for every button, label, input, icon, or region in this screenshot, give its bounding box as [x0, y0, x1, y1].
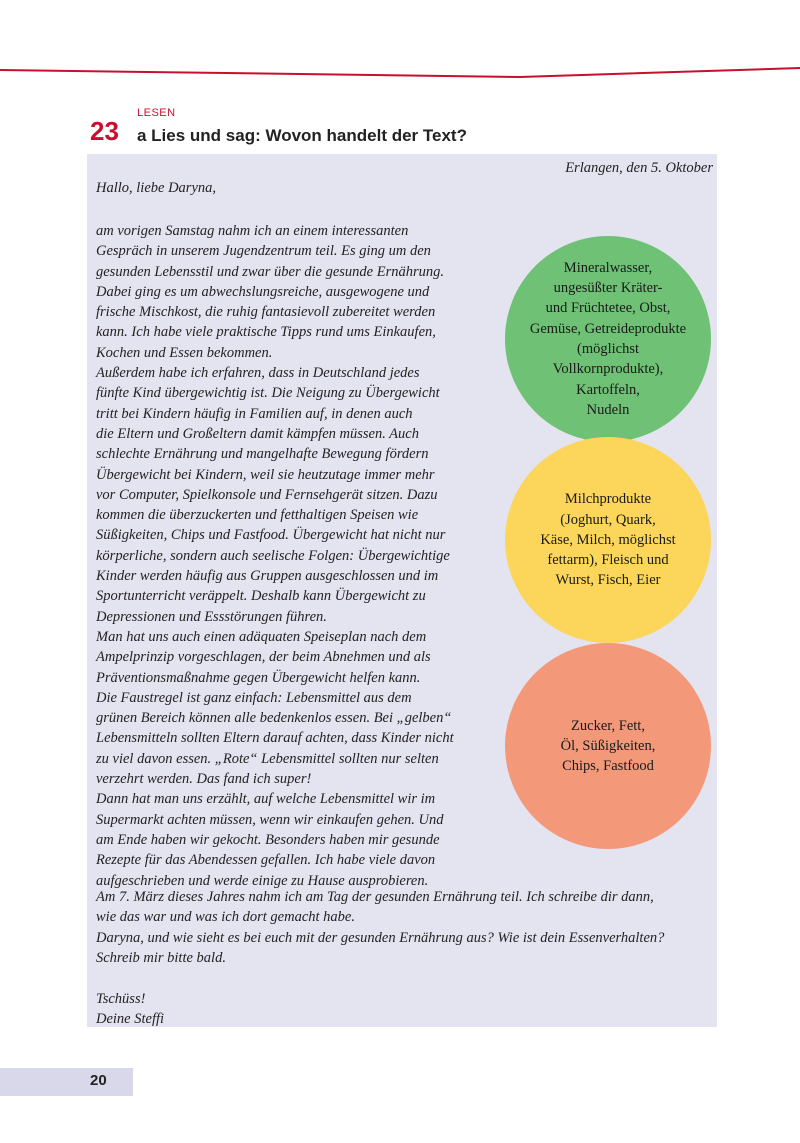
header-rule	[0, 66, 800, 80]
task-number: 23	[90, 116, 119, 146]
text-line: Depressionen und Essstörungen führen.	[96, 608, 327, 625]
text-line: Man hat uns auch einen adäquaten Speiseplan nach dem	[96, 628, 427, 645]
text-line: Dabei ging es um abwechslungsreiche, ausgewogene und	[96, 283, 430, 300]
text-line: kommen die überzuckerten und fetthaltigen Speisen wie	[96, 507, 419, 524]
circle-line: Zucker, Fett,	[571, 717, 645, 734]
circle-line: Kartoffeln,	[576, 381, 640, 398]
circle-line: Nudeln	[586, 401, 630, 418]
page-number: 20	[90, 1072, 107, 1089]
letter-greeting: Hallo, liebe Daryna,	[96, 180, 217, 196]
text-line: Ampelprinzip vorgeschlagen, der beim Abnehmen und als	[96, 649, 431, 666]
text-line: Lebensmitteln sollten Eltern darauf achten, dass Kinder nicht	[96, 730, 454, 747]
text-line: kann. Ich habe viele praktische Tipps rund ums Einkaufen,	[96, 324, 436, 341]
text-line: am vorigen Samstag nahm ich an einem interessanten	[96, 223, 409, 239]
circle-line: (Joghurt, Quark,	[560, 511, 656, 528]
text-line: verzehrt werden. Das fand ich super!	[96, 771, 312, 788]
text-line: körperliche, sondern auch seelische Folgen: Übergewichtige	[96, 547, 450, 564]
task-title: a Lies und sag: Wovon handelt der Text?	[137, 126, 467, 145]
text-line: grünen Bereich können alle bedenkenlos essen. Bei „gelben“	[96, 710, 452, 727]
text-line: Schreib mir bitte bald.	[96, 949, 226, 966]
text-line: am Ende haben wir gekocht. Besonders haben mir gesunde	[96, 831, 440, 848]
text-line: wie das war und was ich dort gemacht habe.	[96, 909, 355, 926]
circle-line: Öl, Süßigkeiten,	[560, 737, 656, 754]
text-line: Übergewicht bei Kindern, weil sie heutzutage immer mehr	[96, 466, 435, 483]
circle-line: und Früchtetee, Obst,	[545, 300, 671, 317]
circle-line: (möglichst	[576, 341, 640, 357]
circle-line: Vollkornprodukte),	[552, 361, 664, 378]
circle-line: ungesüßter Kräter-	[553, 280, 663, 297]
green-food-circle	[505, 236, 711, 442]
circle-line: fettarm), Fleisch und	[547, 552, 669, 569]
yellow-food-circle	[505, 437, 711, 643]
text-line: zu viel davon essen. „Rote“ Lebensmittel sollten nur selten	[96, 750, 439, 767]
text-line: Außerdem habe ich erfahren, dass in Deutschland jedes	[96, 365, 420, 382]
text-line: die Eltern und Großeltern damit kämpfen müssen. Auch	[96, 425, 419, 442]
text-line: aufgeschrieben und werde einige zu Hause ausprobieren.	[96, 872, 429, 889]
circle-line: Mineralwasser,	[563, 259, 653, 276]
text-line: Die Faustregel ist ganz einfach: Lebensmittel aus dem	[96, 689, 412, 706]
text-line: Am 7. März dieses Jahres nahm ich am Tag der gesunden Ernährung teil. Ich schreibe dir dann,	[96, 889, 654, 905]
circle-line: Gemüse, Getreideprodukte	[529, 320, 687, 337]
text-line: gesunden Lebensstil und zwar über die gesunde Ernährung.	[96, 263, 444, 280]
closing-line: Tschüss!	[96, 991, 146, 1007]
text-line: Gespräch in unserem Jugendzentrum teil. Es ging um den	[96, 243, 431, 260]
letter-body-continued	[96, 887, 711, 968]
letter-closing	[96, 989, 164, 1030]
text-line: Daryna, und wie sieht es bei euch mit der gesunden Ernährung aus? Wie ist dein Essenverhalten?	[96, 929, 665, 946]
text-line: Kochen und Essen bekommen.	[96, 344, 273, 361]
signature: Deine Steffi	[96, 1011, 165, 1028]
page-number-tab	[0, 1068, 133, 1096]
text-line: Supermarkt achten müssen, wenn wir einkaufen gehen. Und	[96, 811, 444, 828]
text-line: schlechte Ernährung und mangelhafte Bewegung fördern	[96, 446, 429, 463]
text-line: Sportunterricht veräppelt. Deshalb kann Übergewicht zu	[96, 588, 426, 605]
text-line: Präventionsmaßnahme gegen Übergewicht helfen kann.	[96, 669, 421, 686]
text-line: tritt bei Kindern häufig in Familien auf, in denen auch	[96, 405, 413, 422]
text-line: frische Mischkost, die ruhig fantasievoll zubereitet werden	[96, 304, 436, 321]
circle-line: Käse, Milch, möglichst	[540, 531, 676, 548]
text-line: Süßigkeiten, Chips und Fastfood. Übergewicht hat nicht nur	[96, 527, 446, 544]
circle-line: Chips, Fastfood	[562, 758, 654, 775]
text-line: Dann hat man uns erzählt, auf welche Lebensmittel wir im	[96, 791, 436, 808]
circle-line: Wurst, Fisch, Eier	[555, 572, 661, 589]
text-line: vor Computer, Spielkonsole und Fernsehgerät sitzen. Dazu	[96, 486, 438, 503]
circle-line: Milchprodukte	[564, 491, 652, 508]
letter-body	[96, 221, 516, 891]
red-food-circle	[505, 643, 711, 849]
section-label: LESEN	[137, 107, 176, 119]
text-line: Rezepte für das Abendessen gefallen. Ich habe viele davon	[96, 852, 436, 869]
text-line: Kinder werden häufig aus Gruppen ausgeschlossen und im	[96, 568, 439, 585]
text-line: fünfte Kind übergewichtig ist. Die Neigung zu Übergewicht	[96, 385, 440, 402]
letter-date: Erlangen, den 5. Oktober	[565, 160, 713, 176]
